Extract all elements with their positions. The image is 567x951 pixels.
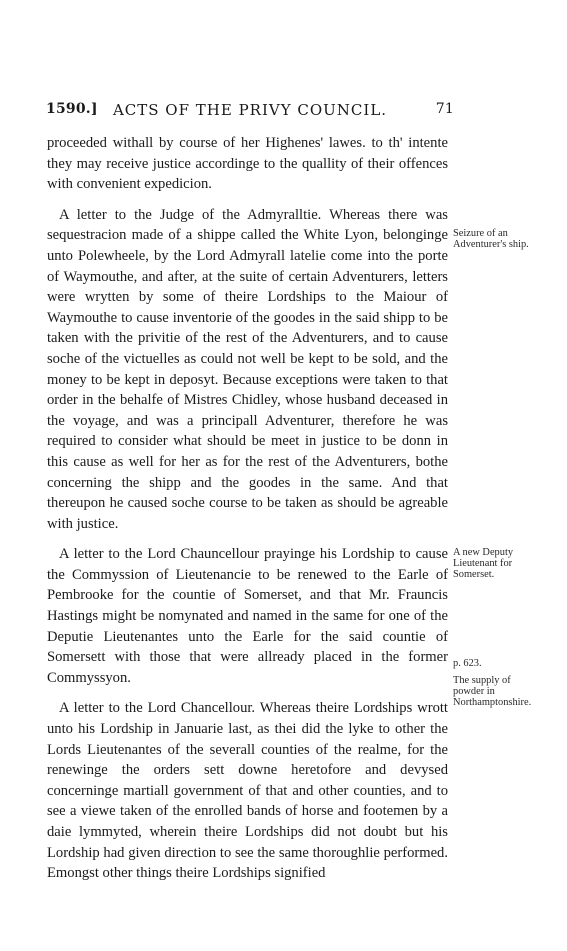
page-number: 71 <box>435 101 454 117</box>
running-header <box>46 101 454 123</box>
paragraph-continuation: proceeded withall by course of her Highenes' lawes. to th' intente they may receive justice accordinge to the quallity of their offences with convenient expedicion. <box>47 135 448 193</box>
body-text <box>47 133 448 894</box>
margin-note-deputy: A new Deputy Lieutenant for Somerset. <box>453 547 514 581</box>
paragraph-admiralty-letter: A letter to the Judge of the Admyralltie. Whereas there was sequestracion made of a shippe called the White Lyon, belonginge unto Polewheele, by the Lord Admyrall latelie come into the porte of Waymouthe, and after, at the suite of certain Adventurers, letters were wrytten by some of theire Lordships to the Maiour of Waymouthe to cause inventorie of the goodes in the said shipp to be taken with the privitie of the rest of the Adventurers, and to cause soche of the victuelles as could not well be kept to be sold, and the money to be kept in deposyt. Because exceptions were taken to that order in the behalfe of Mistres Chidley, whose husband deceased in the voyage, and was a principall Adventurer, therefore he was required to consider what should be meet in justice to be donn in this cause as well for her as for the rest of the Adventurers, bothe concerning the shipp and the goodes in the same. And that thereupon he caused soche course to be taken as should be agreable with justice. <box>47 206 448 532</box>
margin-note-seizure: Seizure of an Adventurer's ship. <box>453 228 529 251</box>
header-year: 1590.] <box>46 101 98 117</box>
paragraph-chancellor-letter-martial: A letter to the Lord Chancellour. Whereas theire Lordships wrott unto his Lordship in Januarie last, as thei did the lyke to other the Lords Lieutenantes of the severall counties of the realme, for the renewinge the orders sett downe heretofore and devysed concerninge martiall government of that and other counties, and to see a viewe taken of the enrolled bands of horse and footemen by a daie lymmyted, wherein theire Lordships did not doubt but his Lordship had given direction to see the same thoroughlie performed. Emongst other things theire Lordships signified <box>47 700 448 882</box>
margin-note-powder: The supply of powder in Northamptonshire. <box>453 675 532 709</box>
header-title: ACTS OF THE PRIVY COUNCIL. <box>112 101 388 119</box>
paragraph-chancellor-letter-somerset: A letter to the Lord Chauncellour prayinge his Lordship to cause the Commyssion of Lieutenancie to be renewed to the Earle of Pembrooke for the countie of Somerset, and that Mr. Frauncis Hastings might be nomynated and named in the same for one of the Deputie Lieutenantes unto the Earle for the said countie of Somersett with those that were allready placed in the former Commyssyon. <box>47 546 448 686</box>
margin-note-page-ref: p. 623. <box>453 658 482 669</box>
